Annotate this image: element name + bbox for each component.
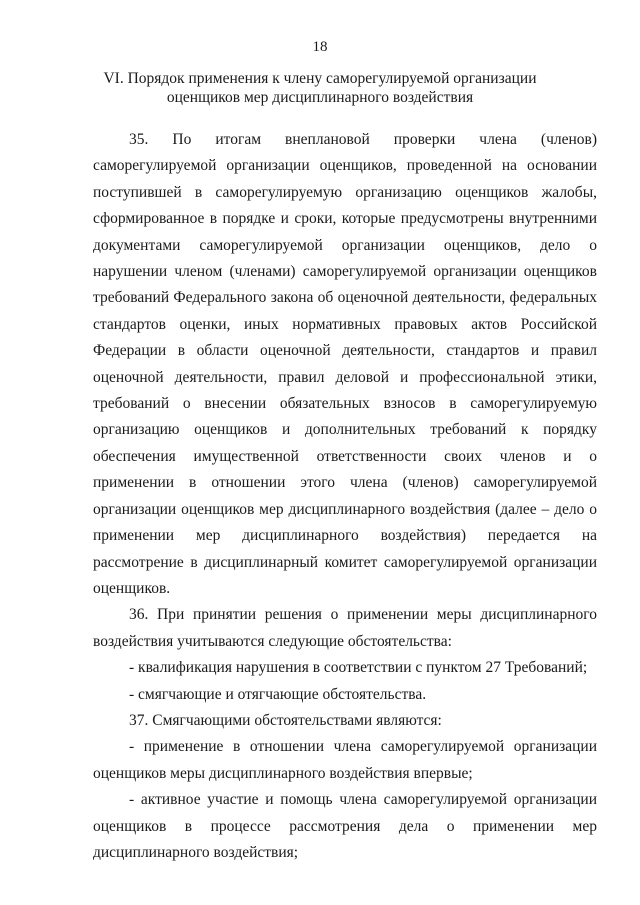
section-title-line-1: VI. Порядок применения к члену саморегулируемой организации	[103, 70, 537, 87]
paragraph-37: 37. Смягчающими обстоятельствами являются:	[129, 711, 442, 729]
page-number: 18	[312, 39, 328, 55]
paragraph-36-item-2: - смягчающие и отягчающие обстоятельства.	[129, 685, 427, 703]
paragraph-36-item-1: - квалификация нарушения в соответствии с пунктом 27 Требований;	[129, 659, 588, 677]
paragraph-35: 35. По итогам внеплановой проверки члена (членов) саморегулируемой организации оценщиков, проведенной на основании поступившей в саморегулируемую организацию оценщиков жалобы, сформированное в порядке и сроки, которые предусмотрены внутренними документами саморегулируемой организации оценщиков, дело о нарушении членом (членами) саморегулируемой организации оценщиков требований Федерального закона об оценочной деятельности, федеральных стандартов оценки, иных нормативных правовых актов Российской Федерации в области оценочной деятельности, стандартов и правил оценочной деятельности, правил деловой и профессиональной этики, требований о внесении обязательных взносов в саморегулируемую организацию оценщиков и дополнительных требований к порядку обеспечения имущественной ответственности своих членов и о применении в отношении этого члена (членов) саморегулируемой организации оценщиков мер дисциплинарного воздействия (далее – дело о применении мер дисциплинарного воздействия) передается на рассмотрение в дисциплинарный комитет саморегулируемой организации оценщиков.	[93, 131, 597, 597]
paragraph-37-item-1: - применение в отношении члена саморегулируемой организации оценщиков меры дисциплинарного воздействия впервые;	[93, 738, 597, 782]
document-body	[93, 127, 597, 866]
paragraph-37-item-2: - активное участие и помощь члена саморегулируемой организации оценщиков в процессе рассмотрения дела о применении мер дисциплинарного воздействия;	[93, 791, 597, 861]
section-title-line-2: оценщиков мер дисциплинарного воздействия	[166, 89, 474, 106]
section-title	[95, 69, 545, 107]
paragraph-36: 36. При принятии решения о применении меры дисциплинарного воздействия учитываются следующие обстоятельства:	[93, 606, 597, 650]
